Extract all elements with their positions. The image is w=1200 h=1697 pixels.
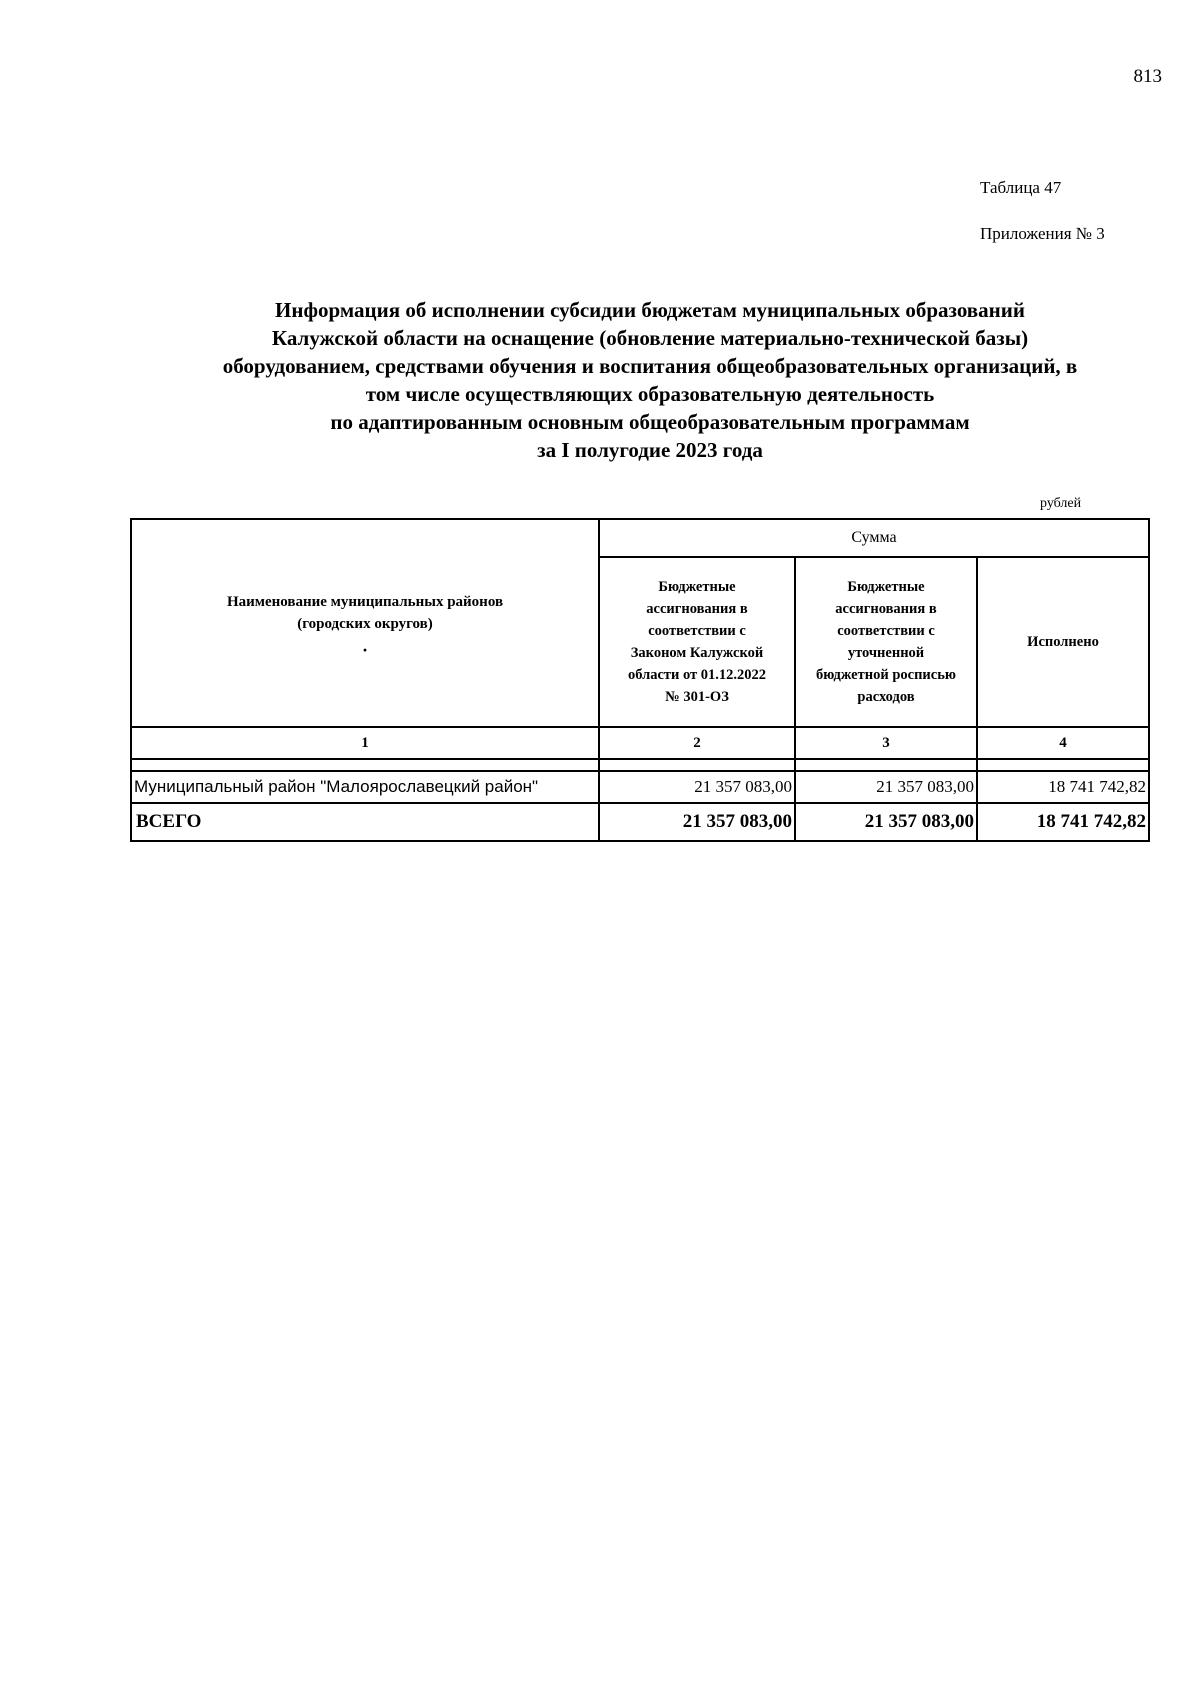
header-col2-line: области от 01.12.2022 <box>627 667 767 684</box>
executed-amount: 18 741 742,82 <box>977 771 1149 803</box>
report-table <box>130 518 1150 842</box>
header-col2-line: Законом Калужской <box>630 645 764 662</box>
spacer-cell <box>131 759 599 771</box>
header-col2-line: соответствии с <box>648 623 746 640</box>
spacer-cell <box>977 759 1149 771</box>
appendix-label: Приложения № 3 <box>980 224 1105 243</box>
title-line: за I полугодие 2023 года <box>537 438 763 462</box>
total-label: ВСЕГО <box>131 803 599 841</box>
header-name-line: (городских округов) <box>297 616 433 632</box>
header-col3-line: соответствии с <box>837 623 935 640</box>
header-col3 <box>795 557 977 727</box>
table-number: Таблица 47 <box>980 178 1062 197</box>
district-name: Муниципальный район "Малоярославецкий район" <box>131 771 599 803</box>
header-col4: Исполнено <box>977 557 1149 727</box>
refined-amount: 21 357 083,00 <box>795 771 977 803</box>
title-line: Информация об исполнении субсидии бюджетам муниципальных образований <box>275 298 1025 322</box>
title-line: оборудованием, средствами обучения и воспитания общеобразовательных организаций, в <box>222 354 1078 378</box>
document-title <box>0 296 1200 464</box>
header-col2 <box>599 557 795 727</box>
column-number: 3 <box>795 727 977 759</box>
header-col2-line: № 301-ОЗ <box>665 689 729 706</box>
header-name-cell <box>131 519 599 727</box>
total-law-amount: 21 357 083,00 <box>599 803 795 841</box>
header-col2-line: ассигнования в <box>646 601 748 618</box>
unit-label: рублей <box>1040 496 1082 511</box>
total-row <box>131 803 1149 841</box>
title-line: том числе осуществляющих образовательную деятельность <box>365 382 935 406</box>
header-col3-line: Бюджетные <box>847 579 925 596</box>
header-col3-line: уточненной <box>847 645 925 662</box>
law-amount: 21 357 083,00 <box>599 771 795 803</box>
table-row <box>131 771 1149 803</box>
header-sum-cell: Сумма <box>599 519 1149 557</box>
page-number: 813 <box>1133 66 1162 87</box>
spacer-cell <box>795 759 977 771</box>
total-refined-amount: 21 357 083,00 <box>795 803 977 841</box>
column-number: 1 <box>131 727 599 759</box>
header-col3-line: ассигнования в <box>835 601 937 618</box>
column-number: 2 <box>599 727 795 759</box>
header-col3-line: бюджетной росписью <box>816 667 956 684</box>
title-line: по адаптированным основным общеобразовательным программам <box>330 410 970 434</box>
title-line: Калужской области на оснащение (обновление материально-технической базы) <box>271 326 1029 350</box>
total-executed-amount: 18 741 742,82 <box>977 803 1149 841</box>
header-name-line: Наименование муниципальных районов <box>226 594 504 610</box>
header-col3-line: расходов <box>857 689 915 706</box>
stray-dot: · <box>361 640 368 660</box>
header-col2-line: Бюджетные <box>658 579 736 596</box>
column-number: 4 <box>977 727 1149 759</box>
spacer-cell <box>599 759 795 771</box>
